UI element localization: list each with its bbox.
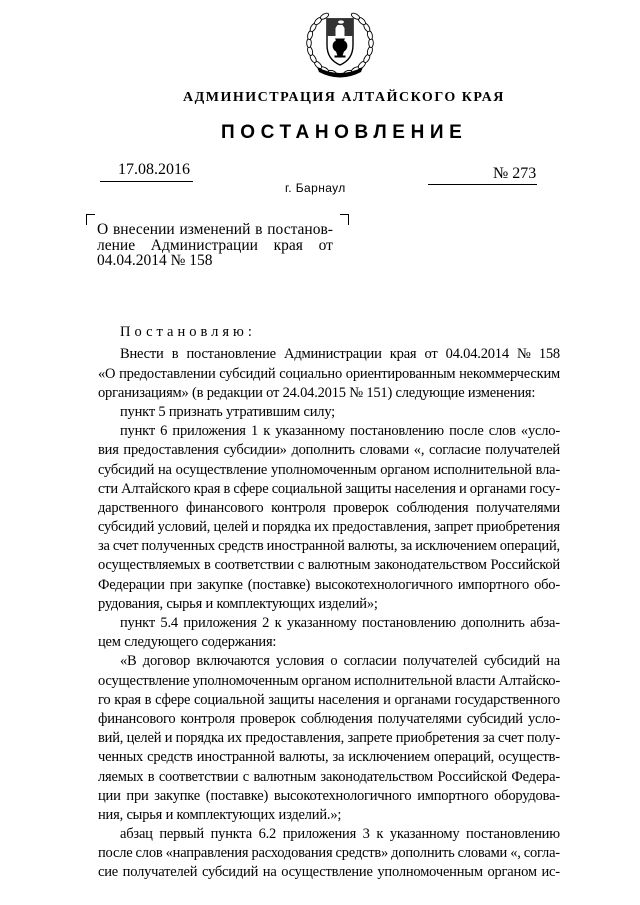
- word: финансового: [185, 499, 264, 516]
- word: соответствии: [158, 768, 239, 785]
- word: валюты,: [278, 749, 329, 766]
- word: финансового: [98, 710, 176, 727]
- word: целей: [213, 519, 249, 536]
- word: Администрации: [150, 236, 258, 254]
- word: внесении: [112, 221, 175, 238]
- word: края: [193, 480, 221, 497]
- word: операций,: [433, 749, 495, 766]
- word: осуществление: [175, 461, 268, 478]
- word: осуществ-: [498, 749, 560, 766]
- word: получателей: [402, 653, 478, 670]
- word: и: [383, 691, 391, 708]
- word: дополнить: [391, 845, 455, 862]
- word: с: [297, 557, 304, 574]
- word: государственного: [454, 691, 560, 708]
- word: запрет: [434, 519, 473, 536]
- document-type-title: ПОСТАНОВЛЕНИЕ: [221, 122, 468, 143]
- word: согла-: [523, 845, 560, 862]
- word: проверок: [240, 710, 296, 727]
- body-line: [98, 480, 560, 499]
- word: уполномоченным: [192, 672, 299, 689]
- word: субсидий: [201, 864, 259, 881]
- word: закупке: [196, 576, 243, 593]
- body-line: [98, 556, 560, 575]
- word: органами: [469, 480, 527, 497]
- coat-of-arms-icon: [304, 3, 376, 81]
- subject-bracket-left: [86, 214, 95, 225]
- word: 04.04.2014: [445, 346, 509, 363]
- word: слов: [135, 845, 163, 862]
- body-line: [98, 825, 560, 844]
- word: социально: [279, 365, 343, 382]
- word: их: [227, 730, 242, 747]
- body-line: [98, 863, 560, 882]
- word: сие: [98, 864, 119, 881]
- word: вий,: [98, 730, 124, 747]
- word: указанному: [286, 615, 357, 632]
- word: защиты: [268, 691, 315, 708]
- word: от: [424, 346, 438, 363]
- word: средств: [147, 749, 193, 766]
- word: закупке: [154, 787, 201, 804]
- word: приложения: [183, 615, 257, 632]
- word: дополнить: [291, 442, 355, 459]
- word: приобретения: [476, 519, 560, 536]
- word: словами: [457, 845, 508, 862]
- word: (поставке): [247, 576, 311, 593]
- document-body: [98, 345, 560, 882]
- word: сти: [98, 480, 118, 497]
- subject-bracket-right: [340, 214, 349, 225]
- word: ции: [98, 787, 121, 804]
- body-paragraph: [98, 422, 560, 614]
- word: после: [449, 423, 484, 440]
- word: пункт: [120, 423, 155, 440]
- word: Федерации: [98, 576, 165, 593]
- body-line: [98, 729, 560, 748]
- word: получателей: [485, 442, 560, 459]
- word: на: [546, 653, 560, 670]
- subject-line: [97, 238, 333, 254]
- word: усло-: [527, 710, 560, 727]
- word: согласие: [429, 442, 481, 459]
- word: и: [164, 730, 173, 747]
- word: 158: [538, 346, 560, 363]
- word: целей: [126, 730, 162, 747]
- word: с: [242, 768, 250, 785]
- word: оборудова-: [494, 787, 560, 804]
- issue-city: г. Барнаул: [285, 181, 346, 195]
- word: «В: [120, 653, 137, 670]
- word: средств: [218, 538, 264, 555]
- word: расходования: [251, 845, 333, 862]
- word: при: [126, 787, 149, 804]
- word: в: [223, 480, 231, 497]
- word: постановлению: [362, 615, 456, 632]
- word: 6: [160, 423, 168, 440]
- word: уполномоченным: [377, 864, 483, 881]
- word: условия: [276, 653, 325, 670]
- word: ляемых: [98, 768, 144, 785]
- word: законодательством: [374, 557, 487, 574]
- word: иностранной: [196, 749, 275, 766]
- body-paragraph: [98, 345, 560, 403]
- body-line: рудования, сырья и комплектующих изделий»;: [98, 595, 378, 612]
- word: пункт: [120, 615, 155, 632]
- subject-line: [97, 222, 333, 238]
- word: первый: [159, 826, 204, 843]
- word: порядка: [175, 730, 224, 747]
- word: полученных: [141, 538, 215, 555]
- word: органом: [487, 864, 537, 881]
- word: операций,: [499, 538, 560, 555]
- word: импортного: [457, 576, 530, 593]
- word: изменений: [179, 221, 251, 238]
- word: 5.4: [160, 615, 178, 632]
- word: субсидий: [483, 653, 540, 670]
- word: постановлению: [466, 826, 560, 843]
- word: «О: [98, 365, 116, 382]
- word: вия: [98, 442, 119, 459]
- word: населения: [394, 480, 456, 497]
- body-line: [98, 710, 560, 729]
- body-line: [98, 787, 560, 806]
- number-underline: [428, 184, 537, 185]
- body-line: [98, 576, 560, 595]
- word: запрете: [347, 730, 393, 747]
- word: в: [171, 346, 179, 363]
- word: исполнительной: [433, 461, 532, 478]
- word: 1: [250, 423, 259, 440]
- word: к: [376, 826, 384, 843]
- word: защиты: [345, 480, 392, 497]
- word: субсидии»: [223, 442, 287, 459]
- word: Федера-: [511, 768, 560, 785]
- word: сфере: [155, 691, 191, 708]
- word: согласии: [343, 653, 397, 670]
- word: субсидий: [466, 710, 523, 727]
- word: №: [517, 346, 531, 363]
- word: ориентированным: [345, 365, 456, 382]
- word: указанному: [275, 423, 345, 440]
- word: сфере: [233, 480, 269, 497]
- word: включаются: [196, 653, 270, 670]
- word: к: [274, 615, 282, 632]
- word: к: [263, 423, 271, 440]
- word: контроля: [180, 710, 235, 727]
- word: соответствии: [214, 557, 294, 574]
- word: «,: [413, 442, 425, 459]
- body-line: [98, 748, 560, 767]
- word: пункта: [210, 826, 252, 843]
- body-line: пункт 5 признать утратившим силу;: [120, 403, 336, 420]
- word: уполномоченным: [270, 461, 377, 478]
- word: и: [251, 519, 260, 536]
- word: края: [114, 691, 141, 708]
- word: Алтайского: [121, 480, 191, 497]
- subject-line: 04.04.2014 № 158: [97, 252, 213, 269]
- word: на: [262, 864, 277, 881]
- word: дополнить: [461, 615, 525, 632]
- word: получателей: [122, 864, 198, 881]
- word: приложения: [282, 826, 357, 843]
- body-line: [98, 461, 560, 480]
- body-line: [98, 691, 560, 710]
- word: Администрации: [284, 346, 382, 363]
- word: исключением: [415, 538, 497, 555]
- word: высокотехнологичного: [315, 576, 453, 593]
- document-subject: [97, 222, 333, 269]
- body-line: [98, 499, 560, 518]
- word: субсидий: [98, 461, 155, 478]
- word: вла-: [535, 461, 560, 478]
- word: исполнительной: [354, 672, 453, 689]
- word: за: [98, 538, 110, 555]
- word: импортного: [417, 787, 489, 804]
- word: предоставления: [123, 442, 219, 459]
- body-paragraph: [98, 403, 560, 422]
- word: Российской: [490, 557, 560, 574]
- word: валютным: [307, 557, 371, 574]
- word: субсидий: [98, 519, 155, 536]
- body-paragraph: [98, 825, 560, 883]
- word: органом: [380, 461, 430, 478]
- body-line: [98, 768, 560, 787]
- word: постанов-: [267, 221, 333, 238]
- word: при: [169, 576, 192, 593]
- word: Алтайско-: [498, 672, 560, 689]
- word: 2: [262, 615, 270, 632]
- word: ис-: [541, 864, 560, 881]
- word: осуществление: [281, 864, 373, 881]
- body-line: [98, 672, 560, 691]
- word: (поставке): [205, 787, 269, 804]
- word: го: [98, 691, 111, 708]
- word: соблюдения: [396, 499, 469, 516]
- word: договор: [142, 653, 191, 670]
- word: высокотехнологичного: [273, 787, 412, 804]
- word: валюты,: [347, 538, 398, 555]
- word: исключением: [348, 749, 430, 766]
- word: соблюдения: [300, 710, 373, 727]
- word: абзац: [120, 826, 153, 843]
- word: в: [255, 221, 263, 238]
- word: предоставления,: [245, 730, 345, 747]
- word: «усло-: [520, 423, 560, 440]
- word: социальной: [271, 480, 343, 497]
- word: полу-: [526, 730, 560, 747]
- word: условий,: [157, 519, 211, 536]
- word: от: [318, 236, 333, 254]
- word: субсидий: [219, 365, 276, 382]
- word: органом: [301, 672, 351, 689]
- word: законодательством: [320, 768, 434, 785]
- word: предоставлении: [119, 365, 216, 382]
- word: Внести: [120, 346, 164, 363]
- word: в: [204, 557, 211, 574]
- body-line: [98, 365, 560, 384]
- word: за: [400, 538, 413, 555]
- body-line: [98, 441, 560, 460]
- word: иностранной: [266, 538, 345, 555]
- body-paragraph: [98, 652, 560, 825]
- word: постановлению: [350, 423, 444, 440]
- word: за: [332, 749, 345, 766]
- body-line: ния, сырья и комплектующих изделий.»;: [98, 806, 342, 823]
- body-line: [98, 518, 560, 537]
- word: власти: [455, 672, 496, 689]
- word: счет: [498, 730, 524, 747]
- body-line: [98, 652, 560, 671]
- word: порядка: [262, 519, 311, 536]
- document-date: 17.08.2016: [118, 161, 190, 178]
- word: средств»: [335, 845, 389, 862]
- body-line: [98, 614, 560, 633]
- word: абза-: [530, 615, 560, 632]
- word: контроля: [271, 499, 326, 516]
- word: словами: [359, 442, 410, 459]
- word: социальной: [194, 691, 265, 708]
- word: некоммерческим: [459, 365, 560, 382]
- word: после: [98, 845, 133, 862]
- word: за: [482, 730, 495, 747]
- body-paragraph: [98, 614, 560, 652]
- word: О: [97, 221, 109, 238]
- word: слов: [488, 423, 516, 440]
- body-line: [98, 844, 560, 863]
- document-number: № 273: [493, 165, 537, 182]
- word: «направления: [165, 845, 249, 862]
- word: дарственного: [98, 499, 179, 516]
- word: приобретения: [395, 730, 480, 747]
- body-line: организациям» (в редакции от 24.04.2015 № 151) следующие изменения:: [98, 384, 536, 401]
- word: счет: [112, 538, 139, 555]
- word: валютным: [253, 768, 316, 785]
- word: края: [273, 236, 303, 254]
- word: осуществление: [98, 672, 190, 689]
- word: предоставления,: [332, 519, 431, 536]
- word: 6.2: [258, 826, 277, 843]
- word: их: [314, 519, 329, 536]
- word: проверок: [333, 499, 389, 516]
- word: «,: [510, 845, 521, 862]
- word: на: [158, 461, 172, 478]
- word: в: [144, 691, 152, 708]
- word: 3: [362, 826, 370, 843]
- word: ление: [97, 236, 136, 254]
- word: госу-: [529, 480, 560, 497]
- word: и: [459, 480, 467, 497]
- body-line: [98, 422, 560, 441]
- word: органами: [394, 691, 451, 708]
- word: о: [330, 653, 338, 670]
- word: Российской: [437, 768, 507, 785]
- word: приложения: [172, 423, 246, 440]
- word: обо-: [534, 576, 560, 593]
- resolution-opening: Постановляю:: [120, 324, 256, 341]
- body-line: [98, 537, 560, 556]
- date-underline: [100, 181, 193, 182]
- word: осуществляемых: [98, 557, 201, 574]
- word: населения: [317, 691, 380, 708]
- body-line: цем следующего содержания:: [98, 634, 277, 651]
- word: указанному: [389, 826, 460, 843]
- word: края: [389, 346, 417, 363]
- word: ченных: [98, 749, 144, 766]
- organization-name: АДМИНИСТРАЦИЯ АЛТАЙСКОГО КРАЯ: [183, 90, 505, 105]
- word: постановление: [186, 346, 276, 363]
- word: получателями: [476, 499, 560, 516]
- body-line: [98, 345, 560, 364]
- word: получателями: [377, 710, 462, 727]
- word: в: [147, 768, 155, 785]
